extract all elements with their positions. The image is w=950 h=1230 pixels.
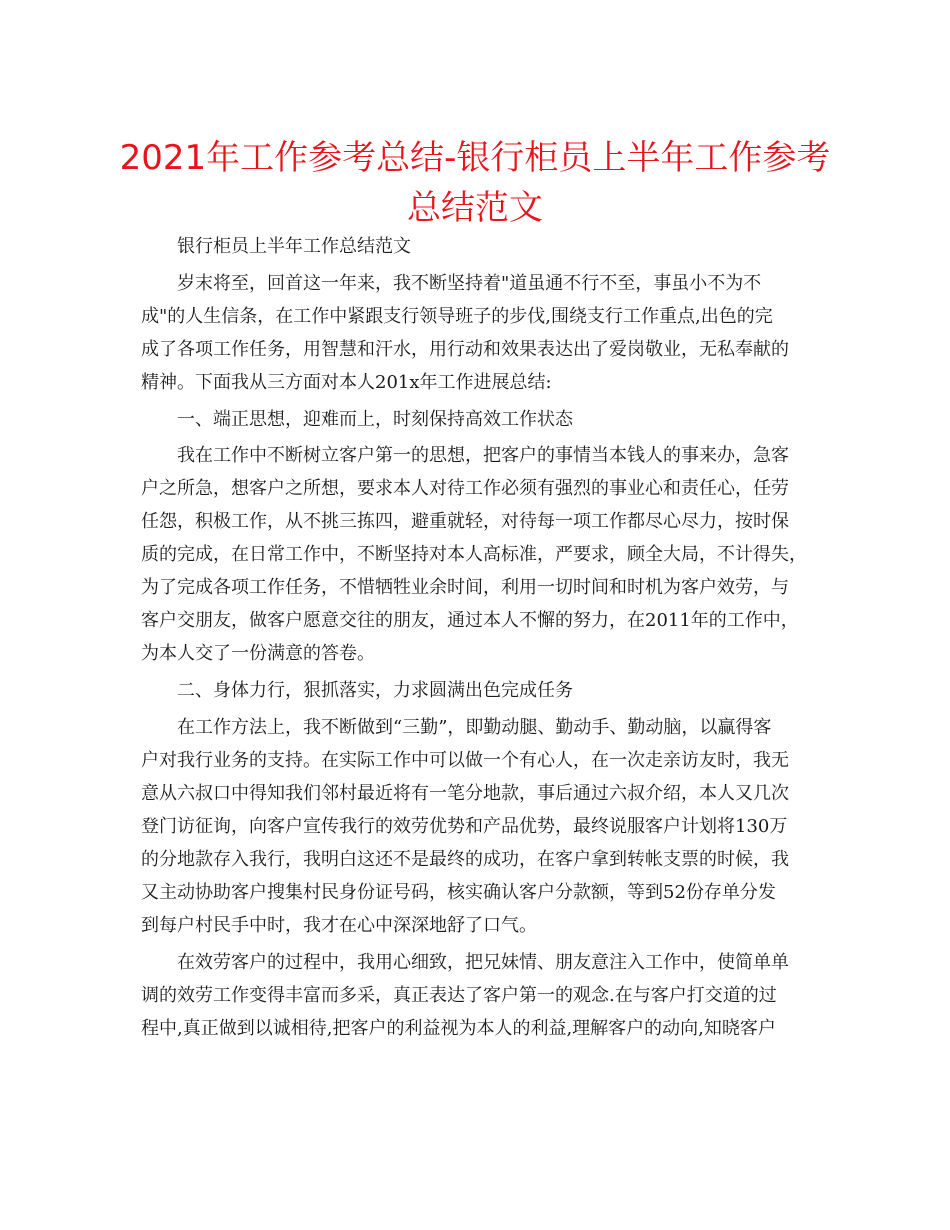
body-line: 又主动协助客户搜集村民身份证号码，核实确认客户分款额，等到52份存单分发 bbox=[141, 882, 776, 903]
document-title-line-2: 总结范文 bbox=[407, 188, 543, 228]
body-line: 户之所急，想客户之所想，要求本人对待工作必须有强烈的事业心和责任心，任劳 bbox=[141, 478, 789, 499]
body-line: 调的效劳工作变得丰富而多采，真正表达了客户第一的观念.在与客户打交道的过 bbox=[141, 985, 777, 1006]
body-line: 程中,真正做到以诚相待,把客户的利益视为本人的利益,理解客户的动向,知晓客户 bbox=[141, 1018, 776, 1039]
body-line: 为本人交了一份满意的答卷。 bbox=[141, 643, 375, 664]
body-line: 为了完成各项工作任务，不惜牺牲业余时间，利用一切时间和时机为客户效劳，与 bbox=[141, 577, 789, 598]
body-line: 一、端正思想，迎难而上，时刻保持高效工作状态 bbox=[177, 409, 573, 430]
body-line: 任怨，积极工作，从不挑三拣四，避重就轻，对待每一项工作都尽心尽力，按时保 bbox=[141, 511, 789, 532]
body-line: 精神。下面我从三方面对本人201x年工作进展总结: bbox=[141, 372, 552, 393]
body-line: 我在工作中不断树立客户第一的思想，把客户的事情当本钱人的事来办，急客 bbox=[177, 445, 789, 466]
body-line: 成了各项工作任务，用智慧和汗水，用行动和效果表达出了爱岗敬业，无私奉献的 bbox=[141, 339, 789, 360]
body-line: 意从六叔口中得知我们邻村最近将有一笔分地款，事后通过六叔介绍，本人又几次 bbox=[141, 783, 789, 804]
body-line: 成"的人生信条，在工作中紧跟支行领导班子的步伐,围绕支行工作重点,出色的完 bbox=[141, 306, 773, 327]
body-line: 在工作方法上，我不断做到“三勤”，即勤动腿、勤动手、勤动脑，以赢得客 bbox=[177, 717, 772, 738]
body-line: 岁末将至，回首这一年来，我不断坚持着"道虽通不行不至，事虽小不为不 bbox=[177, 273, 762, 294]
body-line: 的分地款存入我行，我明白这还不是最终的成功，在客户拿到转帐支票的时候，我 bbox=[141, 849, 789, 870]
document-title-line-1: 2021年工作参考总结-银行柜员上半年工作参考 bbox=[119, 138, 831, 178]
body-line: 银行柜员上半年工作总结范文 bbox=[177, 236, 411, 257]
body-line: 二、身体力行，狠抓落实，力求圆满出色完成任务 bbox=[177, 680, 573, 701]
body-line: 户对我行业务的支持。在实际工作中可以做一个有心人，在一次走亲访友时，我无 bbox=[141, 750, 789, 771]
body-line: 质的完成，在日常工作中，不断坚持对本人高标准，严要求，顾全大局，不计得失， bbox=[141, 544, 807, 565]
body-line: 到每户村民手中时，我才在心中深深地舒了口气。 bbox=[141, 915, 537, 936]
body-line: 客户交朋友，做客户愿意交往的朋友，通过本人不懈的努力，在2011年的工作中， bbox=[141, 610, 799, 631]
body-line: 登门访征询，向客户宣传我行的效劳优势和产品优势，最终说服客户计划将130万 bbox=[141, 816, 788, 837]
body-line: 在效劳客户的过程中，我用心细致，把兄妹情、朋友意注入工作中，使简单单 bbox=[177, 952, 789, 973]
